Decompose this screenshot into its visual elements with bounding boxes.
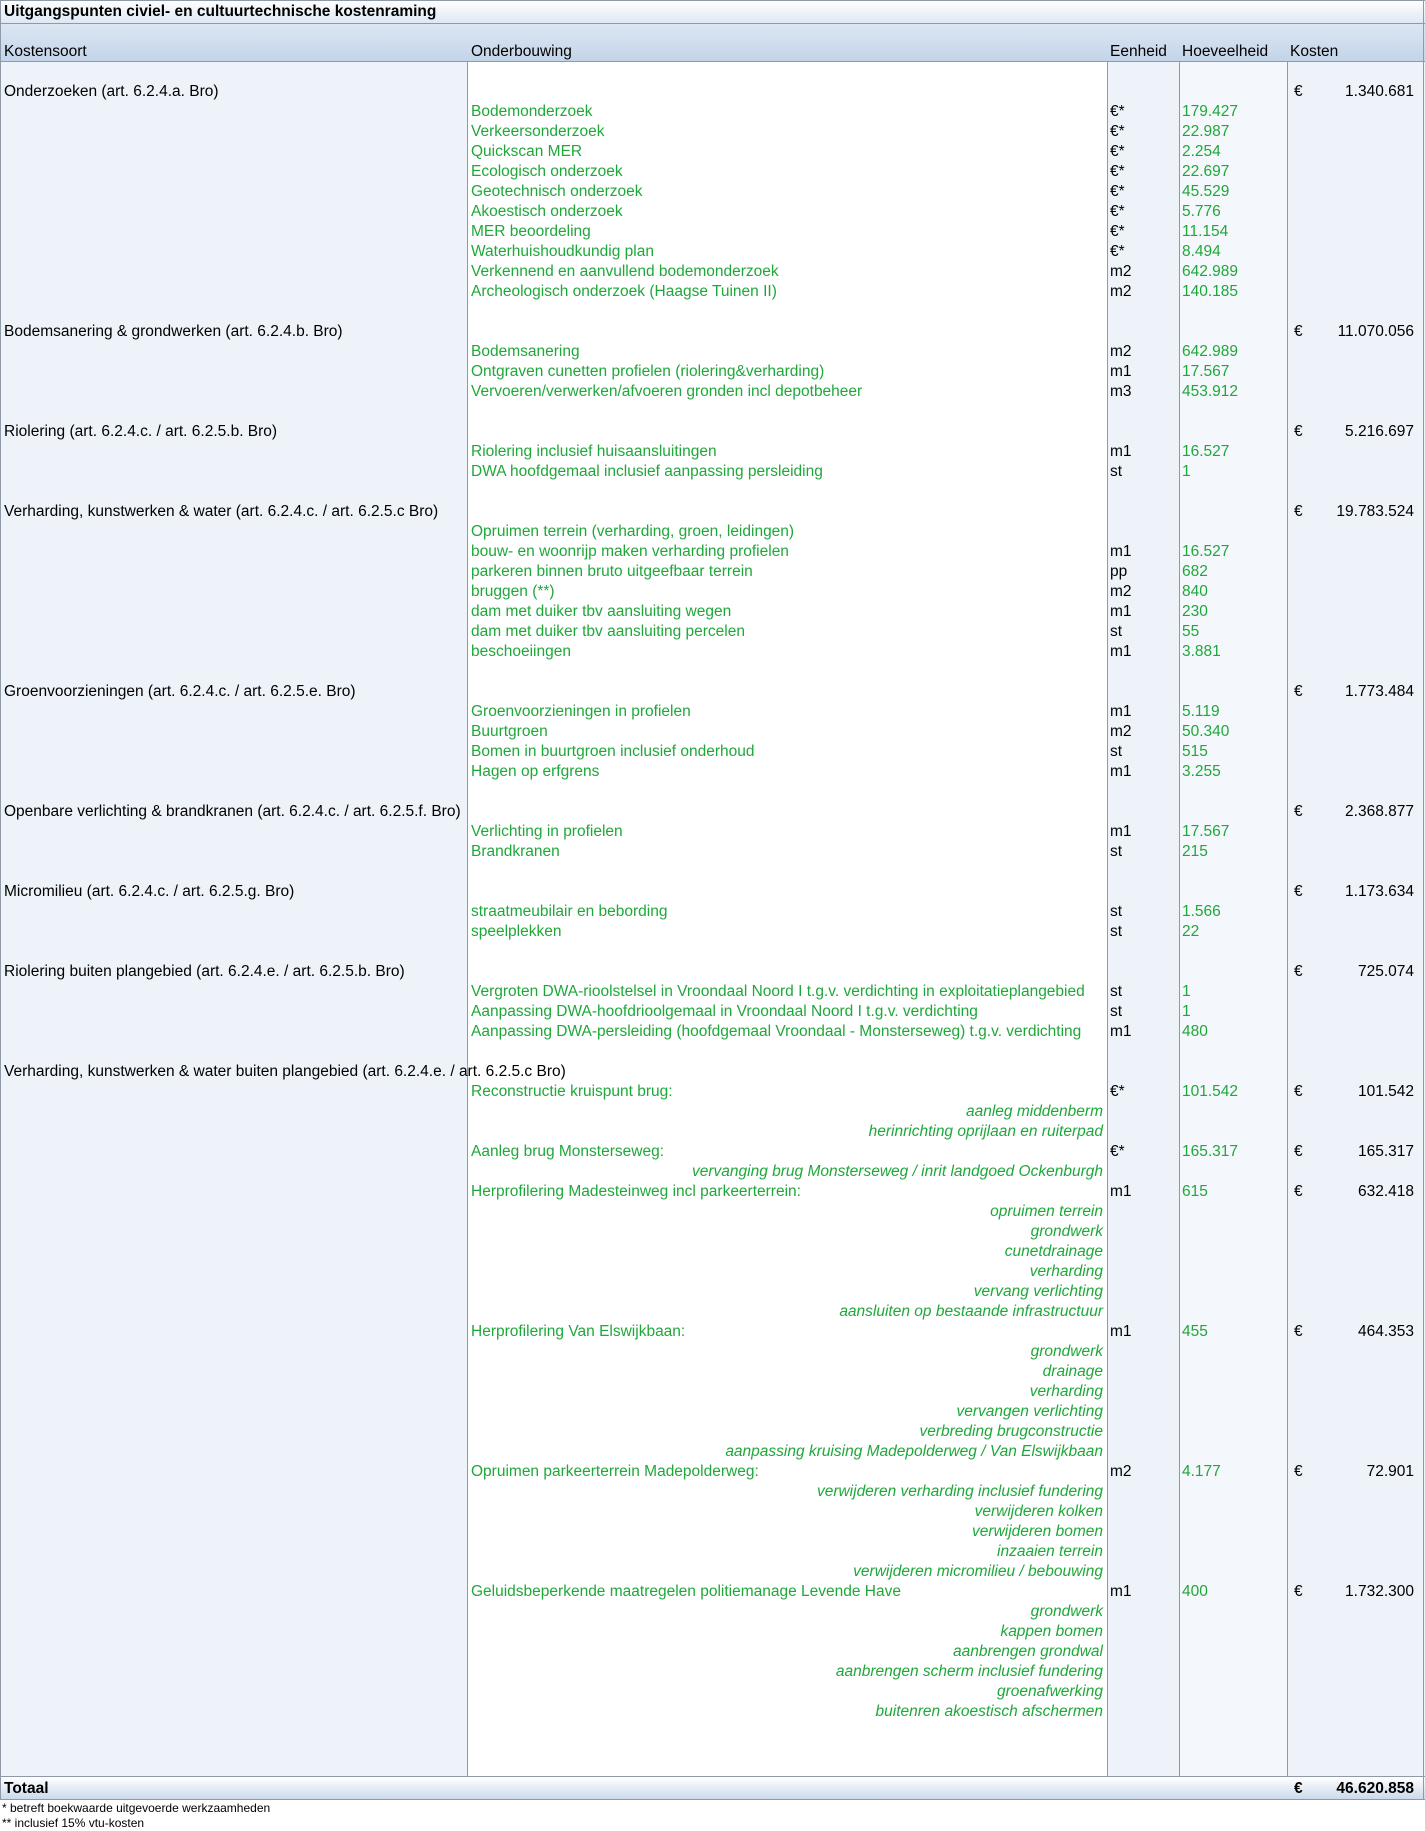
item-cost: 165.317 [1357,1143,1414,1160]
sub-item-label: vervanging brug Monsterseweg / inrit landgoed Ockenburgh [692,1163,1103,1180]
sub-item-label: verwijderen verharding inclusief fundering [816,1483,1103,1500]
item-label: Waterhuishoudkundig plan [471,243,654,260]
item-label: Geotechnisch onderzoek [471,183,643,200]
item-unit: st [1110,623,1123,640]
item-label: Herprofilering Madesteinweg incl parkeerterrein: [471,1183,801,1200]
sub-item-label: verharding [1029,1263,1103,1280]
sub-item-label: grondwerk [1030,1343,1103,1360]
section-title: Riolering buiten plangebied (art. 6.2.4.e. / art. 6.2.5.b. Bro) [4,963,405,980]
title-divider [0,23,1425,24]
item-quantity: 22.697 [1182,163,1230,180]
item-label: DWA hoofdgemaal inclusief aanpassing persleiding [471,463,823,480]
item-label: Aanpassing DWA-persleiding (hoofdgemaal Vroondaal - Monsterseweg) t.g.v. verdichting [471,1023,1082,1040]
col-divider [1107,62,1108,1777]
top-border [0,0,1425,1]
item-label: Vergroten DWA-rioolstelsel in Vroondaal Noord I t.g.v. verdichting in exploitatieplangebied [471,983,1085,1000]
item-quantity: 3.255 [1182,763,1221,780]
item-quantity: 400 [1182,1583,1208,1600]
item-unit: st [1110,843,1123,860]
item-currency: € [1294,1183,1303,1200]
item-quantity: 16.527 [1182,543,1230,560]
item-label: Riolering inclusief huisaansluitingen [471,443,717,460]
item-quantity: 1 [1182,463,1191,480]
column-header-kosten: Kosten [1290,43,1339,60]
item-quantity: 17.567 [1182,823,1230,840]
item-quantity: 179.427 [1182,103,1239,120]
item-label: Quickscan MER [471,143,583,160]
item-label: Akoestisch onderzoek [471,203,623,220]
item-quantity: 8.494 [1182,243,1221,260]
item-quantity: 840 [1182,583,1208,600]
item-quantity: 642.989 [1182,343,1239,360]
sub-item-label: inzaaien terrein [997,1543,1103,1560]
sub-item-label: aanbrengen scherm inclusief fundering [835,1663,1103,1680]
sub-item-label: aanbrengen grondwal [953,1643,1103,1660]
item-cost: 72.901 [1366,1463,1414,1480]
item-quantity: 515 [1182,743,1208,760]
item-unit: m1 [1110,543,1132,560]
item-currency: € [1294,1583,1303,1600]
section-title: Openbare verlichting & brandkranen (art. 6.2.4.c. / art. 6.2.5.f. Bro) [4,803,461,820]
item-unit: st [1110,743,1123,760]
section-currency: € [1294,883,1303,900]
item-unit: €* [1110,143,1125,160]
section-total: 1.773.484 [1345,683,1414,700]
sub-item-label: groenafwerking [997,1683,1103,1700]
item-label: Groenvoorzieningen in profielen [471,703,691,720]
total-row-background [0,1777,1425,1800]
item-label: speelplekken [471,923,562,940]
section-total: 11.070.056 [1337,323,1414,340]
item-quantity: 2.254 [1182,143,1221,160]
item-unit: m3 [1110,383,1132,400]
item-quantity: 22.987 [1182,123,1230,140]
section-total: 2.368.877 [1345,803,1414,820]
item-cost: 632.418 [1357,1183,1414,1200]
item-unit: m2 [1110,583,1132,600]
item-unit: m1 [1110,1183,1132,1200]
item-label: Bomen in buurtgroen inclusief onderhoud [471,743,755,760]
total-bottom-border [0,1799,1425,1800]
section-currency: € [1294,503,1303,520]
kosten-column-shade [1287,62,1425,1777]
item-label: Aanpassing DWA-hoofdrioolgemaal in Vroondaal Noord I t.g.v. verdichting [471,1003,978,1020]
item-label: Archeologisch onderzoek (Haagse Tuinen II) [471,283,777,300]
sub-item-label: drainage [1042,1363,1103,1380]
total-label: Totaal [4,1780,49,1797]
item-cost: 1.732.300 [1345,1583,1414,1600]
item-unit: st [1110,463,1123,480]
section-title: Riolering (art. 6.2.4.c. / art. 6.2.5.b. Bro) [4,423,278,440]
item-quantity: 5.119 [1182,703,1220,720]
item-unit: m2 [1110,1463,1132,1480]
item-currency: € [1294,1143,1303,1160]
item-unit: m1 [1110,603,1132,620]
item-label: Aanleg brug Monsterseweg: [471,1143,665,1160]
item-unit: €* [1110,243,1125,260]
total-currency: € [1294,1780,1303,1797]
item-unit: st [1110,903,1123,920]
item-quantity: 101.542 [1182,1083,1239,1100]
item-quantity: 50.340 [1182,723,1230,740]
column-header-hoeveelheid: Hoeveelheid [1182,43,1269,60]
item-unit: m1 [1110,643,1132,660]
sub-item-label: verwijderen micromilieu / bebouwing [853,1563,1103,1580]
item-label: Verkennend en aanvullend bodemonderzoek [471,263,779,280]
item-unit: €* [1110,123,1125,140]
section-total: 5.216.697 [1345,423,1414,440]
item-label: dam met duiker tbv aansluiting wegen [471,603,732,620]
total-top-border [0,1776,1425,1777]
section-currency: € [1294,423,1303,440]
item-quantity: 17.567 [1182,363,1230,380]
item-quantity: 45.529 [1182,183,1230,200]
item-unit: st [1110,1003,1123,1020]
item-label: Bodemonderzoek [471,103,593,120]
item-unit: €* [1110,223,1125,240]
section-title: Micromilieu (art. 6.2.4.c. / art. 6.2.5.g. Bro) [4,883,295,900]
item-quantity: 215 [1182,843,1208,860]
col-divider [467,62,468,1777]
item-label: Verkeersonderzoek [471,123,605,140]
item-quantity: 22 [1182,923,1200,940]
item-unit: st [1110,983,1123,1000]
item-quantity: 1.566 [1182,903,1221,920]
item-quantity: 16.527 [1182,443,1230,460]
sub-item-label: vervang verlichting [973,1283,1103,1300]
item-unit: €* [1110,103,1125,120]
item-label: Verlichting in profielen [471,823,623,840]
left-border [0,0,1,1800]
item-unit: m2 [1110,263,1132,280]
footnote: * betreft boekwaarde uitgevoerde werkzaamheden [2,1801,271,1815]
sub-item-label: aansluiten op bestaande infrastructuur [839,1303,1103,1320]
section-currency: € [1294,963,1303,980]
sub-item-label: verbreding brugconstructie [919,1423,1103,1440]
item-unit: €* [1110,163,1125,180]
item-unit: €* [1110,203,1125,220]
item-unit: m2 [1110,723,1132,740]
item-quantity: 140.185 [1182,283,1239,300]
item-unit: m2 [1110,283,1132,300]
kostensoort-column-shade [0,62,467,1777]
item-quantity: 5.776 [1182,203,1221,220]
item-quantity: 11.154 [1182,223,1229,240]
section-title: Verharding, kunstwerken & water buiten plangebied (art. 6.2.4.e. / art. 6.2.5.c Bro) [4,1063,566,1080]
right-border [1423,0,1424,1800]
sub-item-label: verharding [1029,1383,1103,1400]
item-unit: €* [1110,1083,1125,1100]
sub-item-label: herinrichting oprijlaan en ruiterpad [868,1123,1103,1140]
item-quantity: 455 [1182,1323,1208,1340]
item-unit: m1 [1110,363,1132,380]
item-label: dam met duiker tbv aansluiting percelen [471,623,745,640]
section-currency: € [1294,683,1303,700]
sub-item-label: grondwerk [1030,1223,1103,1240]
col-divider [1287,62,1288,1777]
item-label: Ecologisch onderzoek [471,163,623,180]
item-label: Brandkranen [471,843,560,860]
item-unit: m1 [1110,703,1132,720]
item-unit: m1 [1110,1323,1132,1340]
item-unit: m1 [1110,763,1132,780]
item-unit: €* [1110,183,1125,200]
item-quantity: 1 [1182,983,1191,1000]
section-total: 1.340.681 [1345,83,1414,100]
sub-item-label: cunetdrainage [1004,1243,1103,1260]
item-label: Ontgraven cunetten profielen (riolering&verharding) [471,363,825,380]
column-header-kostensoort: Kostensoort [4,43,87,60]
item-label: bruggen (**) [471,583,555,600]
footnote: ** inclusief 15% vtu-kosten [2,1816,145,1830]
item-cost: 101.542 [1357,1083,1414,1100]
section-total: 1.173.634 [1345,883,1414,900]
item-quantity: 453.912 [1182,383,1239,400]
sheet-title: Uitgangspunten civiel- en cultuurtechnische kostenraming [4,3,437,20]
item-currency: € [1294,1323,1303,1340]
sub-item-label: buitenren akoestisch afschermen [875,1703,1103,1720]
item-quantity: 55 [1182,623,1200,640]
sub-item-label: aanleg middenberm [965,1103,1103,1120]
sub-item-label: aanpassing kruising Madepolderweg / Van Elswijkbaan [725,1443,1103,1460]
item-label: straatmeubilair en bebording [471,903,668,920]
section-total: 725.074 [1357,963,1414,980]
section-title: Verharding, kunstwerken & water (art. 6.2.4.c. / art. 6.2.5.c Bro) [4,503,439,520]
item-unit: m1 [1110,823,1132,840]
item-label: Geluidsbeperkende maatregelen politiemanage Levende Have [471,1583,901,1600]
item-quantity: 682 [1182,563,1208,580]
item-label: Reconstructie kruispunt brug: [471,1083,673,1100]
col-divider [1179,62,1180,1777]
item-quantity: 4.177 [1182,1463,1221,1480]
section-currency: € [1294,323,1303,340]
item-unit: m1 [1110,1583,1132,1600]
item-label: Bodemsanering [471,343,580,360]
section-currency: € [1294,83,1303,100]
item-label: Opruimen terrein (verharding, groen, leidingen) [471,523,795,540]
item-unit: m2 [1110,343,1132,360]
section-title: Bodemsanering & grondwerken (art. 6.2.4.b. Bro) [4,323,343,340]
item-label: MER beoordeling [471,223,591,240]
section-title: Groenvoorzieningen (art. 6.2.4.c. / art. 6.2.5.e. Bro) [4,683,356,700]
sub-item-label: kappen bomen [1000,1623,1103,1640]
item-label: parkeren binnen bruto uitgeefbaar terrein [471,563,753,580]
item-unit: m1 [1110,1023,1132,1040]
item-unit: pp [1110,563,1128,580]
section-total: 19.783.524 [1336,503,1414,520]
column-header-eenheid: Eenheid [1110,43,1167,60]
item-label: Vervoeren/verwerken/afvoeren gronden incl depotbeheer [471,383,863,400]
item-quantity: 165.317 [1182,1143,1239,1160]
item-quantity: 1 [1182,1003,1191,1020]
total-amount: 46.620.858 [1336,1780,1414,1797]
item-label: Hagen op erfgrens [471,763,600,780]
item-label: beschoeiingen [471,643,571,660]
item-currency: € [1294,1463,1303,1480]
sub-item-label: vervangen verlichting [956,1403,1103,1420]
sub-item-label: opruimen terrein [990,1203,1103,1220]
item-quantity: 3.881 [1182,643,1221,660]
sub-item-label: grondwerk [1030,1603,1103,1620]
item-unit: €* [1110,1143,1125,1160]
item-currency: € [1294,1083,1303,1100]
column-header-onderbouwing: Onderbouwing [471,43,572,60]
item-quantity: 480 [1182,1023,1208,1040]
section-title: Onderzoeken (art. 6.2.4.a. Bro) [4,83,219,100]
item-quantity: 230 [1182,603,1208,620]
item-label: Buurtgroen [471,723,548,740]
sub-item-label: verwijderen kolken [974,1503,1103,1520]
item-unit: m1 [1110,443,1132,460]
sub-item-label: verwijderen bomen [972,1523,1103,1540]
item-unit: st [1110,923,1123,940]
item-cost: 464.353 [1357,1323,1414,1340]
item-label: Opruimen parkeerterrein Madepolderweg: [471,1463,759,1480]
section-currency: € [1294,803,1303,820]
item-quantity: 642.989 [1182,263,1239,280]
item-quantity: 615 [1182,1183,1208,1200]
item-label: Herprofilering Van Elswijkbaan: [471,1323,686,1340]
item-label: bouw- en woonrijp maken verharding profielen [471,543,789,560]
